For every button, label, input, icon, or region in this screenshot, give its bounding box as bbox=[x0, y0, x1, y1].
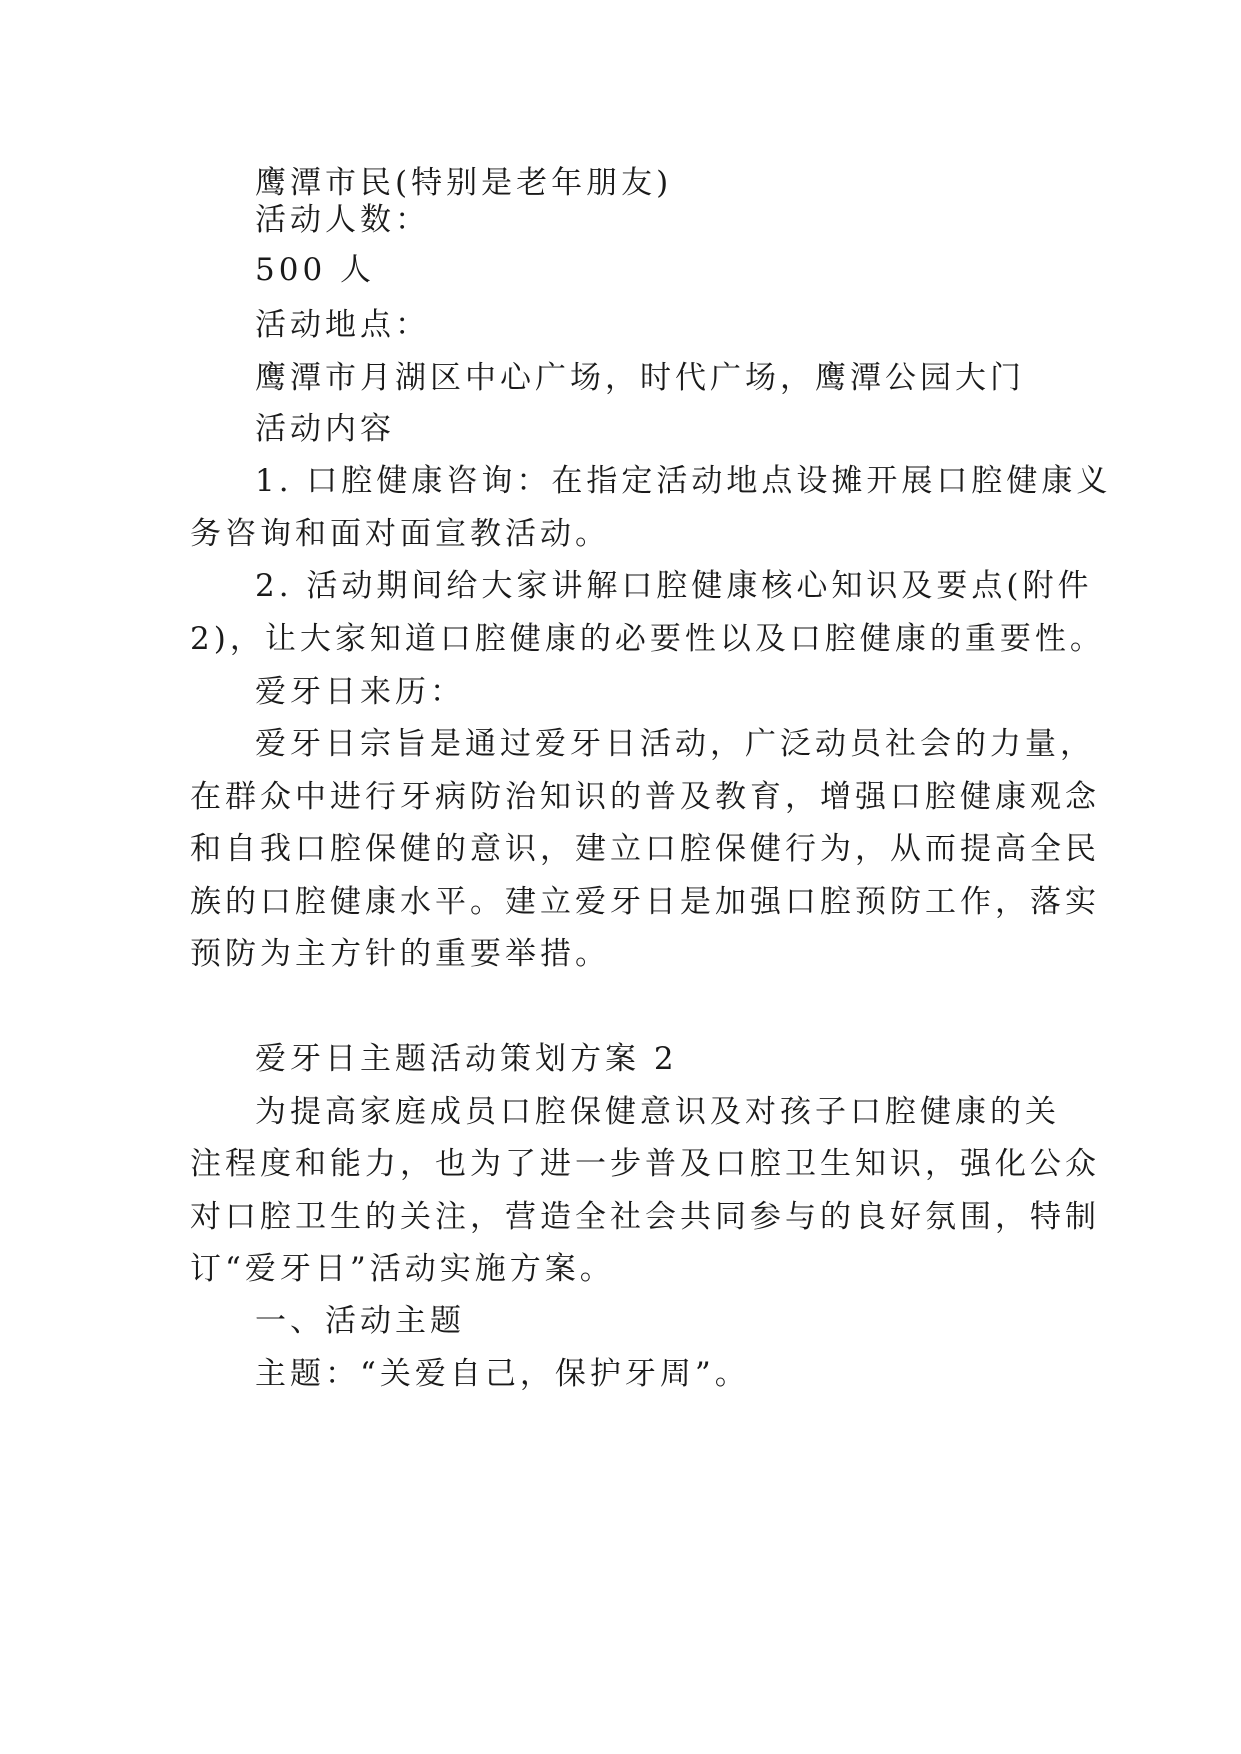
participants-count: 500 人 bbox=[255, 252, 376, 288]
history-heading: 爱牙日来历： bbox=[255, 674, 465, 710]
content-label: 活动内容 bbox=[255, 411, 395, 447]
plan-2-title: 爱牙日主题活动策划方案 2 bbox=[255, 1041, 678, 1077]
intro-paragraph-line-1: 为提高家庭成员口腔保健意识及对孩子口腔健康的关 bbox=[255, 1094, 1060, 1130]
intro-paragraph-line-3: 对口腔卫生的关注，营造全社会共同参与的良好氛围，特制 bbox=[190, 1199, 1100, 1235]
location-label: 活动地点： bbox=[255, 307, 430, 343]
history-paragraph-line-4: 族的口腔健康水平。建立爱牙日是加强口腔预防工作，落实 bbox=[190, 884, 1100, 920]
content-item-2-line-2: 2)，让大家知道口腔健康的必要性以及口腔健康的重要性。 bbox=[190, 621, 1105, 657]
section-1-heading: 一、活动主题 bbox=[255, 1303, 465, 1339]
content-item-2-line-1: 2. 活动期间给大家讲解口腔健康核心知识及要点(附件 bbox=[255, 568, 1093, 604]
location-text: 鹰潭市月湖区中心广场，时代广场，鹰潭公园大门 bbox=[255, 360, 1025, 396]
content-item-1-line-1: 1. 口腔健康咨询：在指定活动地点设摊开展口腔健康义 bbox=[255, 463, 1112, 499]
content-item-1-line-2: 务咨询和面对面宣教活动。 bbox=[190, 516, 610, 552]
history-paragraph-line-5: 预防为主方针的重要举措。 bbox=[190, 936, 610, 972]
theme-text: 主题：“关爱自己，保护牙周”。 bbox=[255, 1356, 750, 1392]
history-paragraph-line-1: 爱牙日宗旨是通过爱牙日活动，广泛动员社会的力量， bbox=[255, 726, 1095, 762]
intro-paragraph-line-2: 注程度和能力，也为了进一步普及口腔卫生知识，强化公众 bbox=[190, 1146, 1100, 1182]
target-audience-text: 鹰潭市民(特别是老年朋友) bbox=[255, 165, 673, 201]
participants-label: 活动人数： bbox=[255, 202, 430, 238]
intro-paragraph-line-4: 订“爱牙日”活动实施方案。 bbox=[190, 1251, 615, 1287]
history-paragraph-line-2: 在群众中进行牙病防治知识的普及教育，增强口腔健康观念 bbox=[190, 779, 1100, 815]
history-paragraph-line-3: 和自我口腔保健的意识，建立口腔保健行为，从而提高全民 bbox=[190, 831, 1100, 867]
